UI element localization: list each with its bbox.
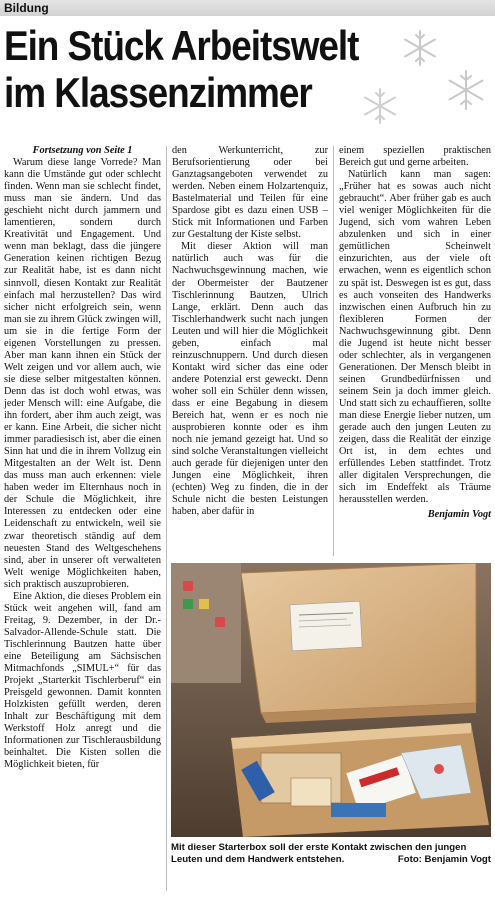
caption-text: Mit dieser Starterbox soll der erste Kontakt zwischen den jungen Leuten und dem Handwerk entstehen. (171, 842, 467, 865)
article-column-1 (4, 145, 161, 771)
author-byline: Benjamin Vogt (427, 509, 491, 521)
article-column-2 (172, 145, 328, 518)
column-rule (166, 146, 167, 891)
paragraph: Eine Aktion, die dieses Problem ein Stück weit angehen will, fand am Freitag, 9. Dezember, in der Dr.-Salvador-Allende-Schule statt. Die Tischlerinnung Bautzen hatte über eine Beteiligung am Sächsischen Mitmachfonds „SIMUL+“ für das Projekt „Starterkit Tischlerberuf“ ein Preisgeld gewonnen. Damit konnten Holzkisten gefüllt werden, deren Inhalt zur Beschäftigung mit dem Werkstoff Holz anregt und die Informationen zur Tischlerausbildung beinhaltet. Die Kisten sollen die Möglichkeit bieten, für (4, 590, 161, 771)
section-label: Bildung (4, 1, 49, 15)
headline (4, 22, 359, 116)
headline-line-1: Ein Stück Arbeitswelt (4, 22, 359, 69)
starterbox-photo (171, 563, 491, 837)
paragraph: Warum diese lange Vorrede? Man kann die Umstände gut oder schlecht finden. Wenn man sie schlecht findet, muss man sie ändern. Und das geschieht nicht durch jammern und lamentieren, sondern durch Kreativität und Engagement. Und wenn man beklagt, dass die jüngere Generation keinen richtigen Bezug zur Realität habe, ist es dann nicht sinnvoll, diesen Kontakt zur Realität einfach mal herzustellen? Das wird sicher nicht erfolgreich sein, wenn man sie zu ihrem Glück zwingen will, um sie in die fertige Form der eigenen Vorstellungen zu pressen. Aber man kann ihnen ein Stück der Welt zeigen und vor allem auch, wie sie diese selber mitgestalten können. Denn das ist doch wohl etwas, was jeder Mensch will: eine Aufgabe, die ihn fordert, aber ihm auch zeigt, was er kann. Eine Arbeit, die sicher nicht immer paradiesisch ist, aber die einen Sinn hat und die in ihrem Vollzug ein Mitgestalten an der Welt ist. Denn das muss man auch erkennen: viele haben weder im Elternhaus noch in der Schule die Möglichkeit, ihre Interessen zu entdecken oder eine Leidenschaft zu entwickeln, weil sie zwar theoretisch ständig auf dem neuesten Stand des Weltgeschehens sind, aber in unserer oft verwalteten Welt wenige Möglichkeiten haben, sich praktisch auszuprobieren. (4, 157, 161, 590)
snowflake-icon (444, 68, 488, 112)
paragraph: den Werkunterricht, zur Berufsorientierung oder bei Ganztagsangeboten verwendet zu werden. Neben einem Holzartenquiz, Bastelmaterial und Teilen für eine Spardose gibt es dazu einen USB – Stick mit Informationen und Farben zur Gestaltung der Kiste selbst. (172, 145, 328, 241)
photo-caption (171, 842, 491, 866)
snowflake-icon (400, 28, 440, 68)
section-bar (0, 0, 495, 16)
headline-line-2: im Klassenzimmer (4, 69, 312, 116)
paragraph: einem speziellen praktischen Bereich gut und gerne arbeiten. (339, 145, 491, 169)
article-column-3 (339, 145, 491, 521)
photo-credit: Foto: Benjamin Vogt (397, 854, 491, 865)
column-rule (333, 146, 334, 556)
paragraph: Natürlich kann man sagen: „Früher hat es sowas auch nicht gebraucht“. Aber früher gab es auch viel weniger Möglichkeiten für die Jugend, sich vom wahren Leben abzulenken und sich in einer gemütlichen Scheinwelt einzurichten, aus der viele oft erwachen, wenn es eigentlich schon zu spät ist. Deswegen ist es gut, dass es auch vonseiten des Handwerks inzwischen einen Aufbruch hin zu flexibleren Formen der Nachwuchsgewinnung gibt. Denn die Jugend ist heute nicht besser oder schlechter, als in vergangenen Generationen. Der Mensch bleibt in seinen Grundbedürfnissen und seinem Sein ja doch immer gleich. Und statt sich zu echauffieren, sollte man diese Energie lieber nutzen, um gerade auch den jungen Leuten zu zeigen, dass die Realität der einzige Ort ist, in dem echtes und erfüllendes Leben stattfindet. Trotz aller digitalen Versprechungen, die sich im Endeffekt als Träume herausstellen werden. (339, 169, 491, 506)
kicker: Fortsetzung von Seite 1 (32, 145, 133, 156)
paragraph: Mit dieser Aktion will man natürlich auch was für die Nachwuchsgewinnung machen, wie der Obermeister der Bautzener Tischlerinnung Bautzen, Ulrich Lange, erklärt. Denn auch das Tischlerhandwerk sucht nach jungen Leuten und will hier die Möglichkeit geben, einfach mal reinzuschnuppern. Und durch diesen Kontakt wird sicher das eine oder andere Potenzial erst geweckt. Denn woher soll ein Schüler denn wissen, dass er eine Begabung in diesem Bereich hat, wenn er es noch nie ausprobieren konnte oder es ihm noch nie jemand gezeigt hat. Und so sind solche Veranstaltungen vielleicht auch gerade für diejenigen unter den Jungen eine Möglichkeit, ihren (echten) Weg zu finden, die in der Schule nicht die besten Leistungen haben, aber dafür in (172, 241, 328, 518)
snowflake-icon (360, 86, 400, 126)
